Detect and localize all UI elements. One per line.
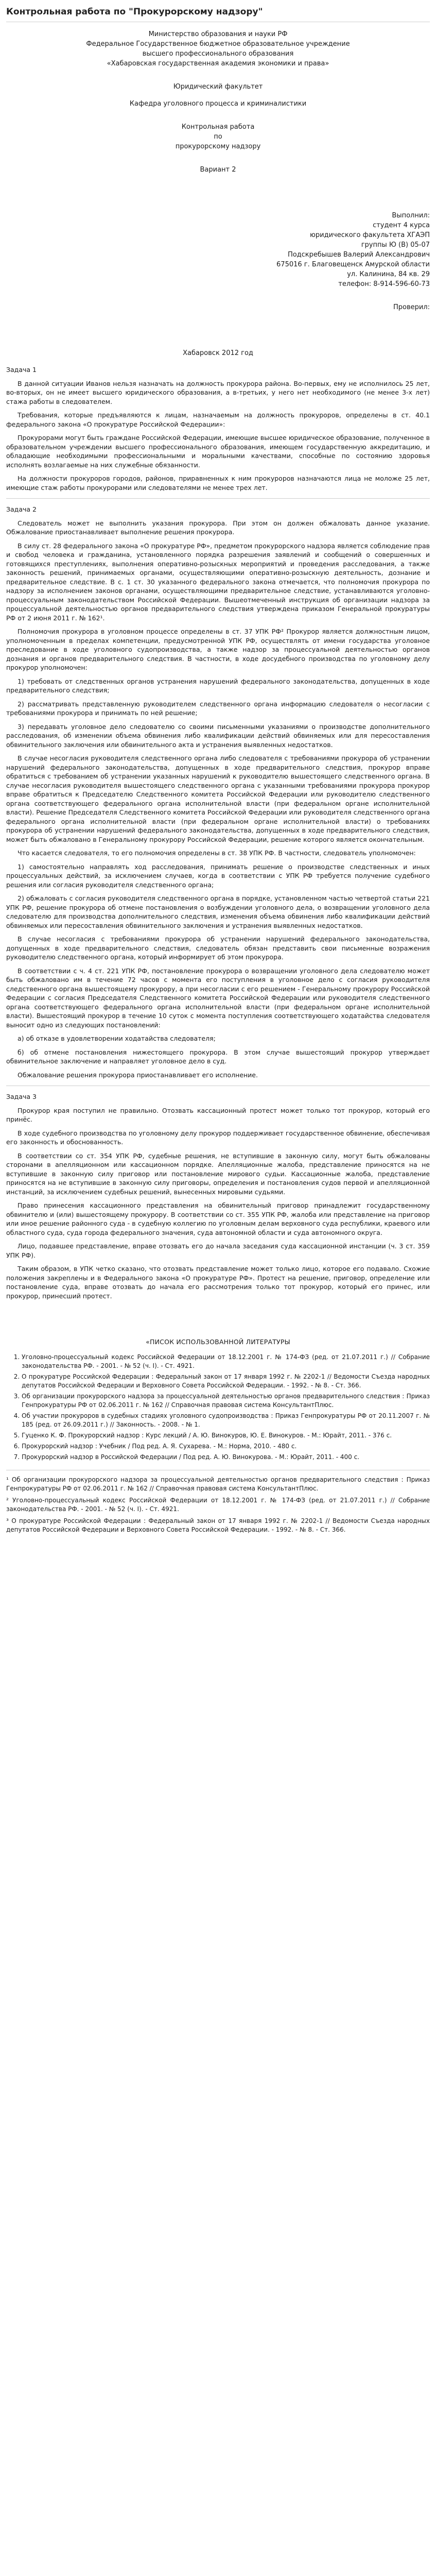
- task-2-paragraph: В соответствии с ч. 4 ст. 221 УПК РФ, постановление прокурора о возвращении уголовного дела следователю может быть обжаловано им в течение 72 часов с момента его поступления в уголовное дело с согласия руководителя следственного органа вышестоящему прокурору, а при несогласии с его решением - Генеральному прокурору Российской Федерации с согласия Председателя Следственного комитета Российской Федерации или руководителя следственного органа соответствующего федерального органа исполнительной власти (при федеральном органе исполнительной власти). Вышестоящий прокурор в течение 10 суток с момента поступления соответствующего ходатайства следователя выносит одно из следующих постановлений:: [6, 967, 430, 1029]
- faculty-line: Юридический факультет: [173, 83, 263, 91]
- task-2-paragraph: 2) рассматривать представленную руководителем следственного органа информацию следователя о несогласии с требованиями прокурора и принимать по ней решение;: [6, 700, 430, 717]
- task-1-section: [6, 365, 430, 492]
- task-1-paragraph: В данной ситуации Иванов нельзя назначать на должность прокурора района. Во-первых, ему не исполнилось 25 лет, во-вторых, он не имеет высшего юридического образования, а в-третьих, у него нет необходимого (не менее 3-х лет) стажа работы в следователем.: [6, 379, 430, 405]
- reference-item: 4. Об участии прокуроров в судебных стадиях уголовного судопроизводства : Приказ Генпрокуратуры РФ от 20.11.2007 г. № 185 (ред. от 26.09.2011 г.) // Законность. - 2008. - № 1.: [22, 1412, 430, 1429]
- references-heading: «ПИСОК ИСПОЛЬЗОВАННОЙ ЛИТЕРАТУРЫ: [146, 1338, 290, 1346]
- references-section: [6, 1338, 430, 1462]
- reference-item: 3. Об организации прокурорского надзора за процессуальной деятельностью органов предварительного следствия : Приказ Генпрокуратуры РФ от 02.06.2011 г. № 162 // Справочная правовая система КонсультантПлюс.: [22, 1392, 430, 1410]
- reference-item: 2. О прокуратуре Российской Федерации : Федеральный закон от 17 января 1992 г. № 2202-1 // Ведомости Съезда народных депутатов Российской Федерации и Верховного Совета Российской Федерации. - 1992. - № 8. - Ст. 366.: [22, 1372, 430, 1390]
- task-3-paragraph: Прокурор края поступил не правильно. Отозвать кассационный протест может только тот прокурор, который его принёс.: [6, 1106, 430, 1123]
- reference-item: 7. Прокурорский надзор в Российской Федерации / Под ред. А. Ю. Винокурова. - М.: Юрайт, 2011. - 400 с.: [22, 1453, 430, 1462]
- task-2-paragraph: Что касается следователя, то его полномочия определены в ст. 38 УПК РФ. В частности, следователь уполномочен:: [18, 849, 416, 857]
- task-2-paragraph: 3) передавать уголовное дело следователю со своими письменными указаниями о производстве дополнительного расследования, об изменении объема обвинения либо квалификации действий обвиняемых или для пересоставления обвинительного заключения или обвинительного акта и устранения выявленных недостатков.: [6, 722, 430, 749]
- work-subject-line: прокурорскому надзору: [175, 143, 261, 150]
- task-1-paragraph: Требования, которые предъявляются к лицам, назначаемым на должность прокуроров, определены в ст. 40.1 федерального закона «О прокуратуре Российской Федерации»:: [6, 411, 430, 428]
- footnote: ³ О прокуратуре Российской Федерации : Федеральный закон от 17 января 1992 г. № 2202-1 // Ведомости Съезда народных депутатов Российской Федерации и Верховного Совета Российской Федерации. - 1992. - № 8. - Ст. 366.: [6, 1517, 430, 1533]
- variant-line: Вариант 2: [200, 166, 236, 174]
- address-line-2: ул. Калинина, 84 кв. 29: [347, 270, 430, 278]
- student-group-line: группы Ю (В) 05-07: [361, 241, 430, 249]
- student-name-line: Подскребышев Валерий Александрович: [287, 251, 430, 259]
- work-preposition-line: по: [214, 133, 222, 141]
- document-title: Контрольная работа по "Прокурорскому надзору": [6, 7, 263, 17]
- task-2-paragraph: 2) обжаловать с согласия руководителя следственного органа в порядке, установленном частью четвертой статьи 221 УПК РФ, решение прокурора об отмене постановления о возбуждении уголовного дела, о возвращении уголовного дела следователю для производства дополнительного следствия, изменения объема обвинения либо квалификации действий обвиняемых или пересоставления обвинительного заключения и устранения выявленных недостатков.: [6, 894, 430, 929]
- task-2-paragraph: а) об отказе в удовлетворении ходатайства следователя;: [18, 1035, 216, 1042]
- ministry-line: Министерство образования и науки РФ: [148, 30, 288, 38]
- title-page: [6, 29, 430, 358]
- student-course-line: студент 4 курса: [373, 222, 430, 229]
- task-2-paragraph: В силу ст. 28 федерального закона «О прокуратуре РФ», предметом прокурорского надзора является соблюдение прав и свобод человека и гражданина, установленного порядка разрешения заявлений и сообщений о совершенных и готовящихся преступлениях, выполнения оперативно-розыскных мероприятий и проведения расследования, а также законность решений, принимаемых органами, осуществляющими оперативно-розыскную деятельность, дознание и предварительное следствие. В с. 1 ст. 30 указанного федерального закона отмечается, что полномочия прокурора по надзору за исполнением законов органами, осуществляющими предварительное следствие, устанавливаются уголовно-процессуальным законодательством Российской Федерации. Вышеотмеченный инструкция об организации надзора за процессуальной деятельностью органов предварительного следствия утверждена приказом Генеральной прокуратуры РФ от 2 июня 2011 г. № 162¹.: [6, 541, 430, 622]
- task-2-paragraph: Полномочия прокурора в уголовном процессе определены в ст. 37 УПК РФ² Прокурор является должностным лицом, уполномоченным в пределах компетенции, предусмотренной УПК РФ, осуществлять от имени государства уголовное преследование в ходе уголовного судопроизводства, а также надзор за процессуальной деятельностью органов дознания и органов предварительного следствия. В частности, в ходе досудебного производства по уголовному делу прокурор уполномочен:: [6, 628, 430, 671]
- task-2-paragraph: б) об отмене постановления нижестоящего прокурора. В этом случае вышестоящий прокурор утверждает обвинительное заключение и направляет уголовное дело в суд.: [6, 1048, 430, 1065]
- reference-item: 6. Прокурорский надзор : Учебник / Под ред. А. Я. Сухарева. - М.: Норма, 2010. - 480 с.: [22, 1442, 430, 1451]
- education-level-line: высшего профессионального образования: [142, 50, 294, 58]
- city-year-line: Хабаровск 2012 год: [183, 349, 253, 357]
- references-list: [6, 1353, 430, 1462]
- task-2-paragraph: 1) требовать от следственных органов устранения нарушений федерального законодательства, допущенных в ходе предварительного следствия;: [6, 677, 430, 694]
- task-3-section: [6, 1092, 430, 1300]
- footnote: ² Уголовно-процессуальный кодекс Российской Федерации от 18.12.2001 г. № 174-ФЗ (ред. от 21.07.2011 г.) // Собрание законодательства РФ. - 2001. - № 52 (ч. I). - Ст. 4921.: [6, 1497, 430, 1513]
- task-2-paragraph: 1) самостоятельно направлять ход расследования, принимать решение о производстве следственных и иных процессуальных действий, за исключением случаев, когда в соответствии с УПК РФ требуется получение судебного решения или согласия руководителя следственного органа;: [6, 862, 430, 889]
- checked-label: Проверил:: [393, 303, 430, 311]
- task-2-heading: Задача 2: [6, 505, 37, 513]
- section-divider: [6, 498, 430, 499]
- task-1-paragraph: Прокурорами могут быть граждане Российской Федерации, имеющие высшее юридическое образование, полученное в образовательном учреждении высшего профессионального образования, имеющем государственную аккредитацию, и обладающие необходимыми профессиональными и моральными качествами, способные по состоянию здоровья исполнять возлагаемые на них служебные обязанности.: [6, 434, 430, 469]
- student-faculty-line: юридического факультета ХГАЭП: [309, 231, 430, 239]
- task-3-paragraph: Право принесения кассационного представления на обвинительный приговор принадлежит государственному обвинителю и (или) вышестоящему прокурору. В соответствии со ст. 355 УПК РФ, жалоба или представление на приговор или иное решение районного суда - в судебную коллегию по уголовным делам верховного суда республики, краевого или областного суда, суда города федерального значения, суда автономной области и суда автономного округа.: [6, 1201, 430, 1236]
- document-header: [6, 3, 430, 22]
- department-line: Кафедра уголовного процесса и криминалистики: [129, 100, 307, 108]
- reference-item: 1. Уголовно-процессуальный кодекс Российской Федерации от 18.12.2001 г. № 174-ФЗ (ред. от 21.07.2011 г.) // Собрание законодательства РФ. - 2001. - № 52 (ч. I). - Ст. 4921.: [22, 1353, 430, 1370]
- performer-label: Выполнил:: [392, 212, 430, 219]
- work-type-line: Контрольная работа: [181, 123, 255, 131]
- academy-line: «Хабаровская государственная академия экономики и права»: [107, 60, 329, 67]
- task-3-paragraph: В соответствии со ст. 354 УПК РФ, судебные решения, не вступившие в законную силу, могут быть обжалованы сторонами в апелляционном или кассационном порядке. Апелляционные жалоба, представление приносятся на не вступившие в законную силу приговор или постановление мирового судьи. Кассационные жалоба, представление приносятся на не вступившие в законную силу приговоры, определения и постановления судов первой и апелляционной инстанций, за исключением судебных решений, вынесенных мировыми судьями.: [6, 1151, 430, 1196]
- footnote: ¹ Об организации прокурорского надзора за процессуальной деятельностью органов предварительного следствия : Приказ Генпрокуратуры РФ от 02.06.2011 г. № 162 // Справочная правовая система КонсультантПлюс.: [6, 1476, 430, 1492]
- task-2-paragraph: Обжалование решения прокурора приостанавливает его исполнение.: [18, 1071, 258, 1079]
- task-2-paragraph: В случае несогласия руководителя следственного органа либо следователя с требованиями прокурора об устранении нарушений федерального законодательства, допущенных в ходе предварительного следствия, прокурор вправе обратиться с требованием об устранении указанных нарушений к руководителю вышестоящего следственного органа. В случае несогласия руководителя вышестоящего следственного органа с указанными требованиями прокурора прокурор вправе обратиться к Председателю Следственного комитета Российской Федерации или руководителю следственного органа соответствующего федерального органа исполнительной власти (при федеральном органе исполнительной власти). Решение Председателя Следственного комитета Российской Федерации или руководителя следственного органа федерального органа исполнительной власти (при федеральном органе исполнительной власти) о требованиях прокурора об устранении нарушений федерального законодательства, допущенных в ходе предварительного следствия, может быть обжаловано в Генеральному прокурору Российской Федерации, решение которого является окончательным.: [6, 754, 430, 843]
- task-3-heading: Задача 3: [6, 1093, 37, 1100]
- task-3-paragraph: В ходе судебного производства по уголовному делу прокурор поддерживает государственное обвинение, обеспечивая его законность и обоснованность.: [6, 1129, 430, 1146]
- task-2-paragraph: В случае несогласия с требованиями прокурора об устранении нарушений федерального законодательства, допущенных в ходе предварительного следствия, следователь обязан представить свои письменные возражения руководителю следственного органа, который информирует об этом прокурора.: [6, 935, 430, 961]
- task-3-paragraph: Лицо, подавшее представление, вправе отозвать его до начала заседания суда кассационной инстанции (ч. 3 ст. 359 УПК РФ).: [6, 1242, 430, 1259]
- task-3-paragraph: Таким образом, в УПК четко сказано, что отозвать представление может только лицо, которое его подавало. Схожие положения закреплены и в Федерального закона «О прокуратуре РФ». Протест на решение, приговор, определение или постановление суда, вправе отозвать до начала его рассмотрения только тот прокурор, который его принес, или прокурор, принесший протест.: [6, 1265, 430, 1300]
- task-2-section: [6, 505, 430, 1079]
- footnotes-section: [6, 1470, 430, 1534]
- task-1-paragraph: На должности прокуроров городов, районов, приравненных к ним прокуроров назначаются лица не моложе 25 лет, имеющие стаж работы прокурорами или следователями не менее трех лет.: [6, 474, 430, 492]
- address-line-1: 675016 г. Благовещенск Амурской области: [276, 261, 430, 268]
- reference-item: 5. Гуценко К. Ф. Прокурорский надзор : Курс лекций / А. Ю. Винокуров, Ю. Е. Винокуров. - М.: Юрайт, 2011. - 376 с.: [22, 1431, 430, 1440]
- task-1-heading: Задача 1: [6, 366, 37, 374]
- phone-line: телефон: 8-914-596-60-73: [338, 280, 430, 288]
- agency-line: Федеральное Государственное бюджетное образовательное учреждение: [86, 40, 350, 48]
- task-2-paragraph: Следователь может не выполнить указания прокурора. При этом он должен обжаловать данное указание. Обжалование приостанавливает выполнение решения прокурора.: [6, 519, 430, 536]
